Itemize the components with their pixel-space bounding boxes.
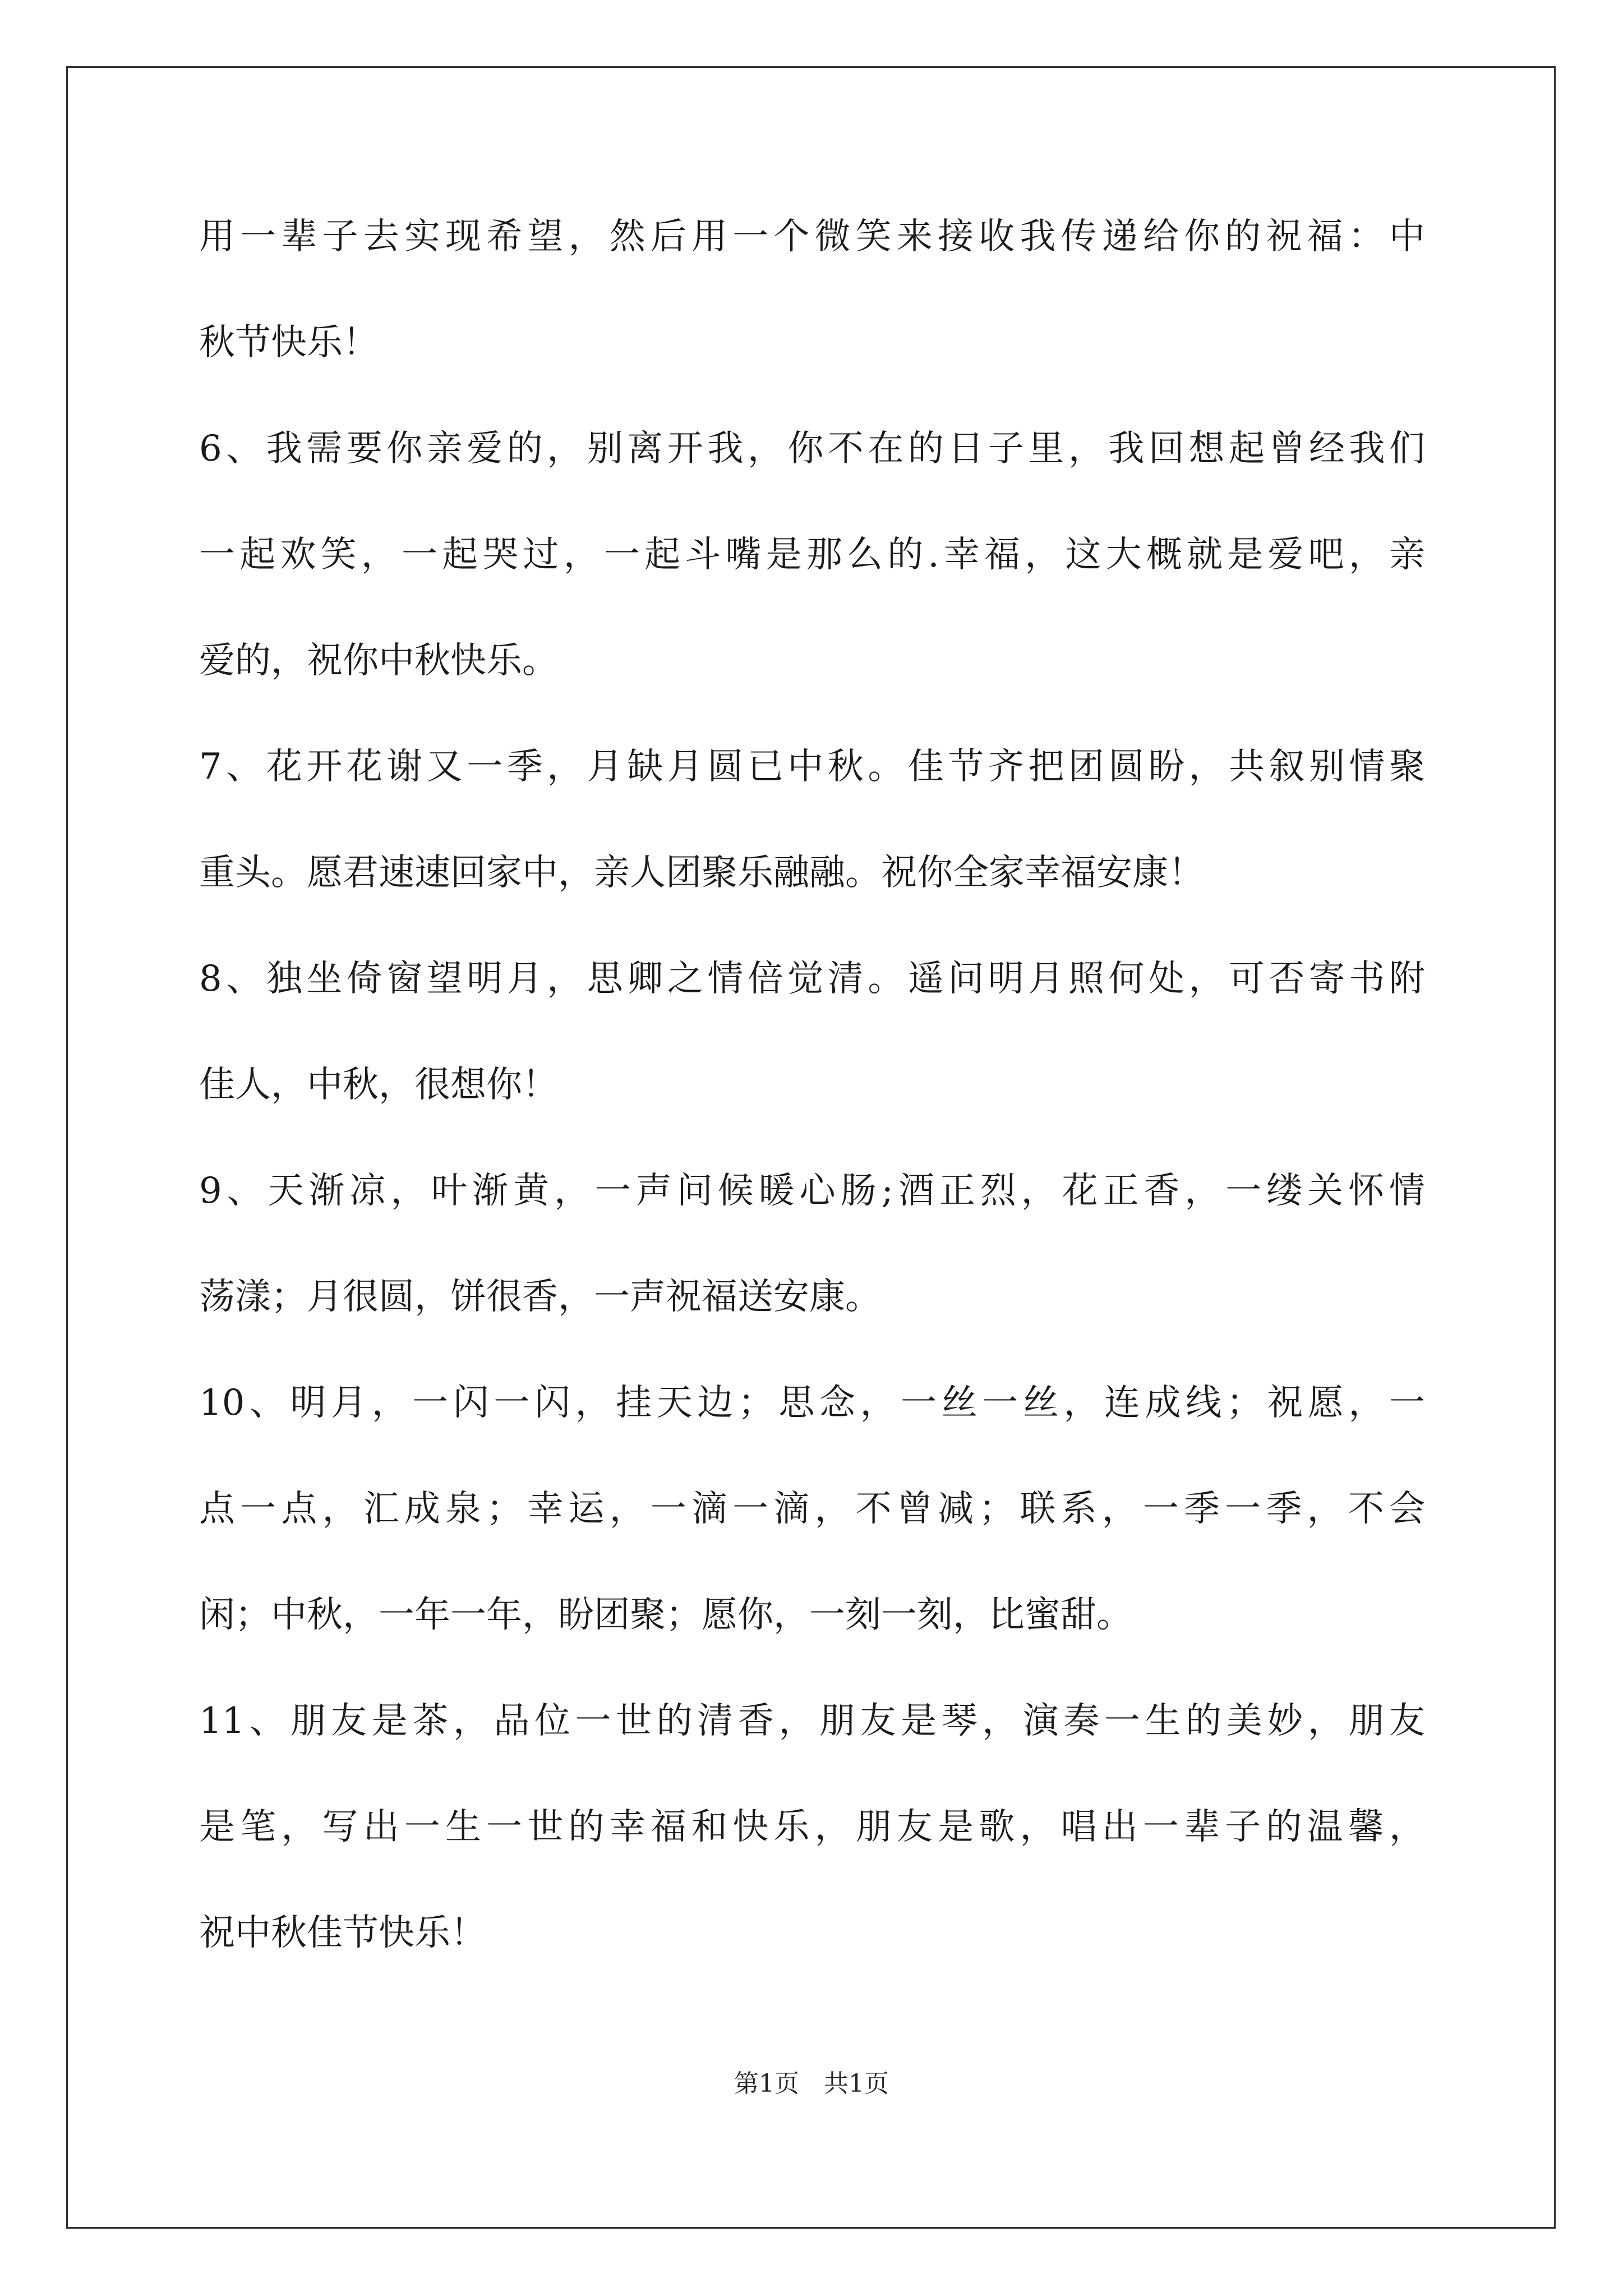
text-line: 荡漾；月很圆，饼很香，一声祝福送安康。 xyxy=(199,1276,881,1318)
text-line: 6、我需要你亲爱的，别离开我，你不在的日子里，我回想起曾经我们 xyxy=(199,428,1425,470)
text-line: 用一辈子去实现希望，然后用一个微笑来接收我传递给你的祝福：中 xyxy=(199,216,1425,257)
text-line: 一起欢笑，一起哭过，一起斗嘴是那么的.幸福，这大概就是爱吧，亲 xyxy=(199,534,1425,576)
text-line: 点一点，汇成泉；幸运，一滴一滴，不曾减；联系，一季一季，不会 xyxy=(199,1488,1425,1530)
text-line: 闲；中秋，一年一年，盼团聚；愿你，一刻一刻，比蜜甜。 xyxy=(199,1594,1132,1636)
text-line: 祝中秋佳节快乐！ xyxy=(199,1912,486,1954)
text-line: 9、天渐凉，叶渐黄，一声问候暖心肠;酒正烈，花正香，一缕关怀情 xyxy=(199,1170,1425,1212)
text-line: 秋节快乐！ xyxy=(199,322,379,364)
text-line: 11、朋友是茶，品位一世的清香，朋友是琴，演奏一生的美妙，朋友 xyxy=(199,1700,1425,1742)
document-body xyxy=(199,209,1425,2011)
text-line: 8、独坐倚窗望明月，思卿之情倍觉清。遥问明月照何处，可否寄书附 xyxy=(199,958,1425,1000)
text-line: 是笔，写出一生一世的幸福和快乐，朋友是歌，唱出一辈子的温馨， xyxy=(199,1806,1425,1848)
text-line: 7、花开花谢又一季，月缺月圆已中秋。佳节齐把团圆盼，共叙别情聚 xyxy=(199,746,1425,788)
page-footer: 第1页 共1页 xyxy=(734,2069,889,2098)
text-line: 爱的，祝你中秋快乐。 xyxy=(199,640,558,682)
text-line: 10、明月，一闪一闪，挂天边；思念，一丝一丝，连成线；祝愿，一 xyxy=(199,1382,1425,1424)
text-line: 重头。愿君速速回家中，亲人团聚乐融融。祝你全家幸福安康！ xyxy=(199,852,1204,894)
text-line: 佳人，中秋，很想你！ xyxy=(199,1064,558,1106)
